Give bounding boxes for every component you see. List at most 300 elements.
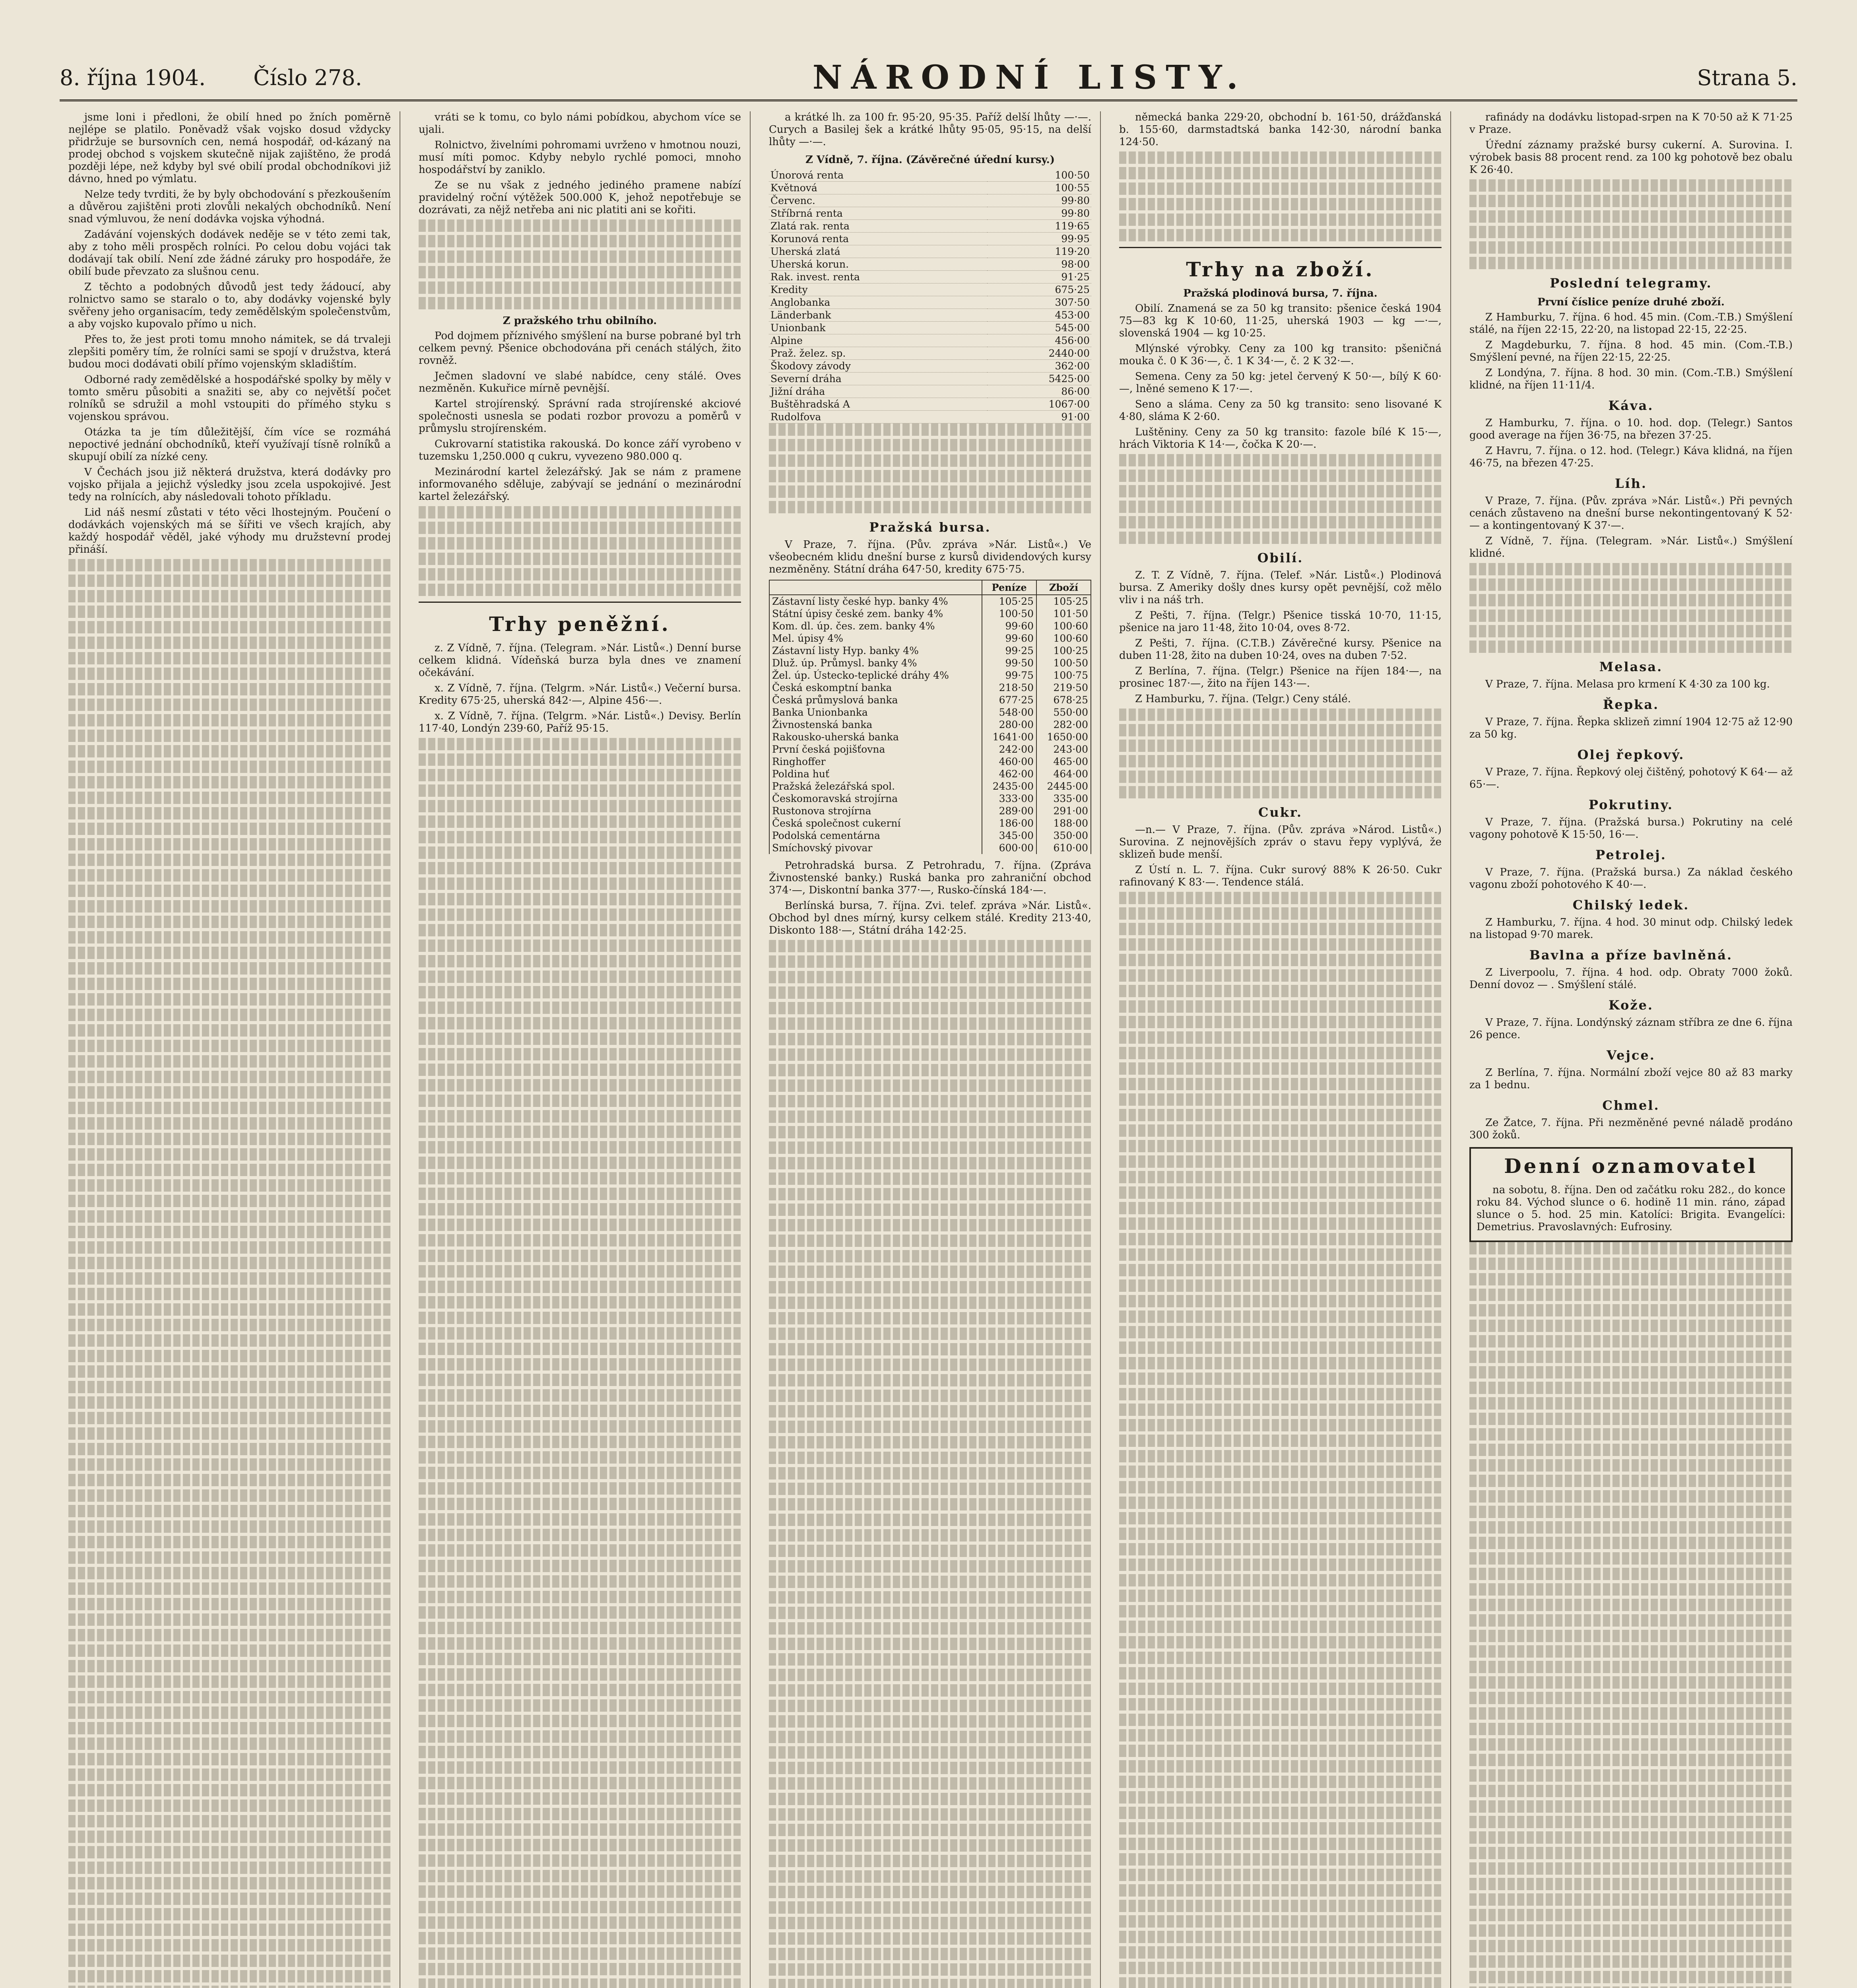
text-line [769, 1498, 1091, 1510]
quote-value: 100·55 [987, 182, 1091, 194]
column-3 [760, 111, 1101, 1988]
text-line [68, 1831, 391, 1843]
text-line [769, 1684, 1091, 1697]
quote-value: 2435·00 [982, 780, 1036, 792]
text-line [769, 1297, 1091, 1309]
security-name: Zástavní listy Hyp. banky 4% [769, 645, 982, 657]
security-name: Kredity [769, 283, 987, 296]
text-line [419, 1498, 741, 1510]
vienna-heading: Z Vídně, 7. října. (Závěrečné úřední kursy.) [805, 154, 1055, 166]
text-line [1119, 1047, 1442, 1059]
text-line [419, 553, 741, 565]
text-line [419, 986, 741, 998]
text-line [1469, 1940, 1793, 1952]
quote-value: 2445·00 [1036, 780, 1091, 792]
text-line [419, 1405, 741, 1417]
text-line [769, 1870, 1091, 1883]
text-line [1119, 1186, 1442, 1199]
quote-value: 100·25 [1036, 645, 1091, 657]
text-line [1469, 1986, 1793, 1988]
table-row [769, 842, 1091, 854]
text-line [419, 1110, 741, 1122]
table-row [769, 373, 1091, 385]
text-line [68, 1644, 391, 1657]
text-line [1469, 1754, 1793, 1766]
text-line [1119, 1776, 1442, 1788]
quote-value: 188·00 [1036, 817, 1091, 829]
text-line [1119, 182, 1442, 195]
text-line [68, 714, 391, 726]
text-line [1469, 1707, 1793, 1720]
text-line [1469, 625, 1793, 637]
text-line [1119, 740, 1442, 752]
text-line [1469, 1258, 1793, 1270]
security-name: První česká pojišťovna [769, 743, 982, 755]
text-line [419, 1265, 741, 1277]
text-line [1119, 1714, 1442, 1726]
text-line [769, 501, 1091, 513]
paragraph: V Praze, 7. října. (Pův. zpráva »Nár. Listů«.) Při pevných cenách zůstaveno na dnešní burse nekontingentovaný K 52·— a kontingentovaný K 37·—. [1469, 495, 1793, 532]
oilcake-heading: Pokrutiny. [1588, 797, 1674, 812]
text-line [1119, 229, 1442, 241]
security-name: Červenc. [769, 194, 987, 207]
text-line [1469, 1289, 1793, 1301]
cotton-heading: Bavlna a příze bavlněná. [1529, 947, 1733, 963]
text-line [769, 1483, 1091, 1495]
paragraph: Z. T. Z Vídně, 7. října. (Telef. »Nár. Listů«.) Plodinová bursa. Z Ameriky došly dnes kursy opět pevnější, což mělo vliv i na náš trh. [1119, 569, 1442, 606]
commodity-market-heading: Trhy na zboží. [1186, 258, 1375, 281]
text-line [419, 971, 741, 983]
text-line [68, 916, 391, 928]
paragraph: Pod dojmem příznivého smýšlení na burse pobrané byl trh celkem pevný. Pšenice obchodována při cenách stálých, žito rovněž. [419, 330, 741, 367]
security-name: Rustonova strojírna [769, 805, 982, 817]
security-name: Česká společnost cukerní [769, 817, 982, 829]
text-line [68, 1769, 391, 1781]
text-line [419, 831, 741, 843]
security-name: Květnová [769, 182, 987, 194]
text-line [1119, 1109, 1442, 1121]
text-line [769, 1219, 1091, 1231]
paragraph: na sobotu, 8. října. Den od začátku roku 282., do konce roku 84. Východ slunce o 6. hodině 11 min. ráno, západ slunce o 5. hod. 25 min. Katolíci: Brigita. Evangelíci: Demetrius. Pravoslavných: Eufrosiny. [1477, 1184, 1785, 1233]
text-line [769, 1715, 1091, 1728]
text-line [1469, 1475, 1793, 1487]
table-row [769, 245, 1091, 258]
text-line [769, 1886, 1091, 1898]
text-line [68, 1582, 391, 1595]
security-name: Uherská zlatá [769, 245, 987, 258]
text-line [419, 1482, 741, 1495]
paragraph: Z Hamburku, 7. října. 6 hod. 45 min. (Com.-T.B.) Smýšlení stálé, na říjen 22·15, 22·20, na listopad 22·15, 22·25. [1469, 311, 1793, 336]
text-line [419, 940, 741, 952]
text-line [1119, 1450, 1442, 1462]
text-line [1119, 1528, 1442, 1540]
text-line [1119, 485, 1442, 497]
text-line [1469, 1769, 1793, 1782]
text-line [419, 537, 741, 549]
quote-value: 550·00 [1036, 706, 1091, 718]
text-line [419, 1513, 741, 1526]
paragraph: Úřední záznamy pražské bursy cukerní. A. Surovina. I. výrobek basis 88 procent rend. za 100 kg pohotově bez obalu K 26·40. [1469, 139, 1793, 176]
market-heading: Z pražského trhu obilního. [503, 315, 657, 327]
hides-heading: Kože. [1608, 998, 1654, 1013]
text-line [419, 862, 741, 874]
text-line [1119, 1590, 1442, 1602]
article-columns [60, 111, 1801, 1988]
text-line [1469, 1320, 1793, 1332]
text-line [68, 1427, 391, 1440]
paragraph: Z Liverpoolu, 7. října. 4 hod. odp. Obraty 7000 žoků. Denní dovoz — . Smýšlení stálé. [1469, 967, 1793, 991]
security-name: Korunová renta [769, 233, 987, 245]
text-line [419, 1219, 741, 1231]
text-line [419, 1575, 741, 1588]
quote-value: 99·75 [982, 669, 1036, 681]
paragraph: Semena. Ceny za 50 kg: jetel červený K 50·—, bílý K 60·—, lněné semeno K 17·—. [1119, 371, 1442, 395]
text-line [68, 606, 391, 618]
text-line [68, 1474, 391, 1486]
molasses-heading: Melasa. [1599, 659, 1663, 674]
text-line [1469, 1645, 1793, 1658]
quote-value: 219·50 [1036, 681, 1091, 694]
text-line [68, 1009, 391, 1021]
text-line [769, 1917, 1091, 1929]
text-line [1119, 985, 1442, 997]
issue-number: Číslo 278. [253, 65, 362, 90]
text-line [1469, 1366, 1793, 1378]
text-line [769, 1700, 1091, 1712]
paragraph: V Praze, 7. října. Řepka sklizeň zimní 1904 12·75 až 12·90 za 50 kg. [1469, 716, 1793, 740]
quote-value: 456·00 [987, 334, 1091, 347]
text-line [68, 1381, 391, 1393]
quote-value: 5425·00 [987, 373, 1091, 385]
text-line [68, 1412, 391, 1424]
page-number: Strana 5. [1697, 65, 1797, 90]
text-line [769, 1932, 1091, 1945]
text-line [68, 1365, 391, 1378]
text-line [68, 621, 391, 633]
text-line [1119, 1621, 1442, 1633]
column-4 [1110, 111, 1451, 1988]
quote-value: 362·00 [987, 360, 1091, 373]
table-row [769, 669, 1091, 681]
text-line [68, 1815, 391, 1827]
security-name: Alpine [769, 334, 987, 347]
text-continuation [769, 1033, 1091, 1988]
paragraph: V Praze, 7. října. Londýnský záznam stříbra ze dne 6. října 26 pence. [1469, 1017, 1793, 1041]
security-name: Žel. úp. Ústecko-teplické dráhy 4% [769, 669, 982, 681]
text-line [419, 1172, 741, 1184]
table-row [769, 731, 1091, 743]
text-line [68, 1024, 391, 1037]
text-line [1469, 1521, 1793, 1534]
text-line [769, 454, 1091, 467]
table-row [769, 755, 1091, 768]
text-line [68, 637, 391, 649]
text-line [769, 1948, 1091, 1960]
text-line [1119, 1946, 1442, 1959]
paragraph: a krátké lh. za 100 fr. 95·20, 95·35. Paříž delší lhůty —·—. Curych a Basilej šek a krátké lhůty 95·05, 95·15, na delší lhůty —·—. [769, 111, 1091, 148]
text-line [68, 1800, 391, 1812]
paragraph: Z Ústí n. L. 7. října. Cukr surový 88% K 26·50. Cukr rafinovaný K 83·—. Tendence stálá. [1119, 864, 1442, 888]
text-line [419, 219, 741, 232]
text-line [68, 1536, 391, 1548]
text-line [419, 1203, 741, 1215]
text-line [68, 1071, 391, 1083]
text-line [769, 1017, 1091, 1030]
text-line [1119, 1760, 1442, 1773]
quote-value: 464·00 [1036, 768, 1091, 780]
money-market-heading: Trhy peněžní. [489, 612, 671, 636]
text-line [1469, 1738, 1793, 1751]
quote-value: 307·50 [987, 296, 1091, 309]
text-line [419, 1188, 741, 1200]
table-row [769, 411, 1091, 423]
paragraph: x. Z Vídně, 7. října. (Telgrm. »Nár. Listů«.) Devisy. Berlín 117·40, Londýn 239·60, Paříž 95·15. [419, 710, 741, 734]
column-5 [1461, 111, 1801, 1988]
text-continuation [1119, 892, 1442, 982]
text-line [1469, 1924, 1793, 1937]
text-line [68, 978, 391, 990]
text-line [769, 1855, 1091, 1867]
paragraph: Ječmen sladovní ve slabé nabídce, ceny stálé. Oves nezměněn. Kukuřice mírně pevnější. [419, 370, 741, 394]
text-continuation [419, 738, 741, 828]
quote-value: 333·00 [982, 792, 1036, 805]
text-line [769, 1173, 1091, 1185]
text-line [1119, 1373, 1442, 1385]
quote-value: 280·00 [982, 718, 1036, 731]
sugar-heading: Cukr. [1258, 805, 1302, 820]
text-line [1119, 1435, 1442, 1447]
text-line [1119, 1171, 1442, 1183]
paragraph: Odborné rady zemědělské a hospodářské spolky by měly v tomto směru působiti a snažiti se, aby co největší počet rolníků se sdružil a mohl vstoupiti do přímého styku s vojenskou správou. [68, 374, 391, 423]
paragraph: Z Hamburku, 7. října. (Telgr.) Ceny stálé. [1135, 693, 1351, 705]
text-line [1119, 1497, 1442, 1509]
security-name: Podolská cementárna [769, 829, 982, 842]
text-line [68, 1055, 391, 1068]
text-line [1119, 1404, 1442, 1416]
quote-value: 243·00 [1036, 743, 1091, 755]
text-continuation [68, 652, 391, 1988]
text-line [419, 1451, 741, 1464]
text-line [68, 854, 391, 866]
text-line [769, 1188, 1091, 1200]
paragraph: Z Pešti, 7. října. (Telgr.) Pšenice tisská 10·70, 11·15, pšenice na jaro 11·48, žito 10·04, oves 8·72. [1119, 610, 1442, 634]
text-line [419, 1761, 741, 1774]
text-line [419, 1653, 741, 1665]
text-line [769, 1374, 1091, 1386]
text-line [68, 1334, 391, 1347]
text-line [1119, 1605, 1442, 1617]
text-line [68, 1303, 391, 1316]
text-line [1469, 1335, 1793, 1347]
text-line [1119, 1124, 1442, 1137]
paragraph: Mezinárodní kartel železářský. Jak se nám z pramene informovaného sděluje, zabývají se jednání o mezinárodní kartel železářský. [419, 466, 741, 503]
table-row [769, 718, 1091, 731]
text-line [419, 506, 741, 518]
text-line [68, 699, 391, 711]
paragraph: Z Berlína, 7. října. (Telgr.) Pšenice na říjen 184·—, na prosinec 187·—, žito na říjen 143·—. [1119, 665, 1442, 689]
text-line [68, 1396, 391, 1409]
text-line [419, 1467, 741, 1479]
text-line [419, 1777, 741, 1789]
text-line [1469, 1785, 1793, 1797]
text-line [1119, 724, 1442, 736]
text-line [1119, 1869, 1442, 1881]
text-line [68, 683, 391, 695]
table-row [769, 271, 1091, 283]
text-line [68, 931, 391, 944]
security-name: Severní dráha [769, 373, 987, 385]
text-line [1119, 1062, 1442, 1075]
text-line [419, 1792, 741, 1805]
text-line [1119, 1078, 1442, 1090]
text-line [1119, 1636, 1442, 1648]
text-line [769, 986, 1091, 999]
text-line [419, 266, 741, 278]
text-line [1469, 1630, 1793, 1642]
petroleum-heading: Petrolej. [1595, 847, 1667, 862]
text-line [68, 792, 391, 804]
text-line [1469, 1351, 1793, 1363]
text-line [68, 1551, 391, 1564]
table-row [769, 645, 1091, 657]
text-line [419, 1079, 741, 1091]
table-row [769, 207, 1091, 220]
table-row [769, 632, 1091, 645]
text-line [419, 1885, 741, 1898]
text-line [419, 1699, 741, 1712]
text-line [419, 1033, 741, 1045]
paragraph: Ze Žatce, 7. října. Při nezměněné pevné náladě prodáno 300 žoků. [1469, 1117, 1793, 1141]
quote-value: 119·20 [987, 245, 1091, 258]
text-line [1119, 1388, 1442, 1400]
text-line [419, 1916, 741, 1929]
text-line [769, 1002, 1091, 1014]
text-line [419, 1963, 741, 1975]
text-line [769, 1808, 1091, 1821]
text-line [419, 1358, 741, 1371]
text-line [769, 1359, 1091, 1371]
text-line [1119, 1031, 1442, 1044]
text-line [419, 815, 741, 828]
text-line [1469, 610, 1793, 622]
text-line [419, 250, 741, 263]
text-line [1119, 1698, 1442, 1710]
paragraph: Z Pešti, 7. října. (C.T.B.) Závěrečné kursy. Pšenice na duben 11·28, žito na duben 10·24, oves na duben 7·52. [1119, 637, 1442, 662]
security-name: Kom. dl. úp. čes. zem. banky 4% [769, 620, 982, 632]
text-line [1119, 151, 1442, 164]
quote-value: 91·25 [987, 271, 1091, 283]
table-row [769, 829, 1091, 842]
text-line [68, 1443, 391, 1455]
quote-value: 99·60 [982, 620, 1036, 632]
quote-value: 1067·00 [987, 398, 1091, 411]
security-name: Anglobanka [769, 296, 987, 309]
text-continuation [769, 423, 1091, 513]
paragraph: Ze se nu však z jedného jediného pramene nabízí pravidelný roční výtěžek 500.000 K, jehož nepotřebuje se dozrávati, za nějž netřeba ani nic platiti ani se kořiti. [419, 179, 741, 216]
quote-value: 291·00 [1036, 805, 1091, 817]
text-line [1119, 1481, 1442, 1493]
text-line [769, 1343, 1091, 1355]
text-line [1469, 241, 1793, 254]
text-line [68, 993, 391, 1006]
text-line [769, 1312, 1091, 1324]
paragraph: Z Londýna, 7. října. 8 hod. 30 min. (Com.-T.B.) Smýšlení klidné, na říjen 11·11/4. [1469, 367, 1793, 391]
text-line [1119, 969, 1442, 982]
table-row [769, 657, 1091, 669]
quote-value: 465·00 [1036, 755, 1091, 768]
text-line [419, 955, 741, 967]
quote-value: 678·25 [1036, 694, 1091, 706]
quote-value: 99·25 [982, 645, 1036, 657]
text-line [1469, 1800, 1793, 1813]
table-row [769, 780, 1091, 792]
text-line [419, 1064, 741, 1076]
paragraph: Luštěniny. Ceny za 50 kg transito: fazole bílé K 15·—, hrách Viktoria K 14·—, čočka K 20·—. [1119, 426, 1442, 450]
text-line [419, 924, 741, 936]
text-line [68, 1319, 391, 1331]
text-line [1469, 1955, 1793, 1968]
table-row [769, 194, 1091, 207]
paragraph: Mlýnské výrobky. Ceny za 100 kg transito: pšeničná mouka č. 0 K 36·—, č. 1 K 34·—, č. 2 K 32·—. [1119, 343, 1442, 367]
text-line [769, 1653, 1091, 1666]
text-line [1119, 1295, 1442, 1307]
text-line [769, 1405, 1091, 1417]
text-line [769, 1746, 1091, 1759]
text-line [68, 1210, 391, 1223]
text-line [769, 439, 1091, 451]
text-line [1469, 1661, 1793, 1673]
text-line [419, 1296, 741, 1309]
text-line [769, 1607, 1091, 1619]
text-line [419, 1808, 741, 1820]
text-line [68, 1660, 391, 1672]
security-name: Mel. úpisy 4% [769, 632, 982, 645]
text-line [1119, 1000, 1442, 1013]
text-line [769, 1638, 1091, 1650]
quote-value: 105·25 [1036, 595, 1091, 608]
text-line [769, 1839, 1091, 1852]
text-line [1469, 1273, 1793, 1285]
paragraph: Cukrovarní statistika rakouská. Do konce září vyrobeno v tuzemsku 1,250.000 q cukru, vyvezeno 980.000 q. [419, 438, 741, 462]
security-name: Jižní dráha [769, 385, 987, 398]
quote-value: 460·00 [982, 755, 1036, 768]
spirits-heading: Líh. [1614, 476, 1647, 491]
text-line [769, 1095, 1091, 1107]
security-name: Unionbank [769, 322, 987, 334]
text-line [1119, 501, 1442, 513]
text-line [1119, 938, 1442, 951]
text-line [419, 584, 741, 596]
text-line [68, 1520, 391, 1533]
quote-value: 98·00 [987, 258, 1091, 271]
table-row [769, 694, 1091, 706]
text-line [68, 1288, 391, 1300]
text-line [419, 1823, 741, 1836]
paragraph: Seno a sláma. Ceny za 50 kg transito: seno lisované K 4·80, sláma K 2·60. [1119, 398, 1442, 423]
text-continuation [419, 831, 741, 1988]
column-1 [60, 111, 400, 1988]
text-continuation [769, 940, 1091, 1030]
text-line [68, 1877, 391, 1889]
text-line [1119, 1853, 1442, 1866]
text-line [419, 1544, 741, 1557]
telegrams-heading: Poslední telegramy. [1550, 276, 1712, 291]
text-line [769, 1576, 1091, 1588]
security-name: Smíchovský pivovar [769, 842, 982, 854]
text-line [1119, 470, 1442, 482]
text-line [1119, 198, 1442, 210]
quote-value: 101·50 [1036, 608, 1091, 620]
